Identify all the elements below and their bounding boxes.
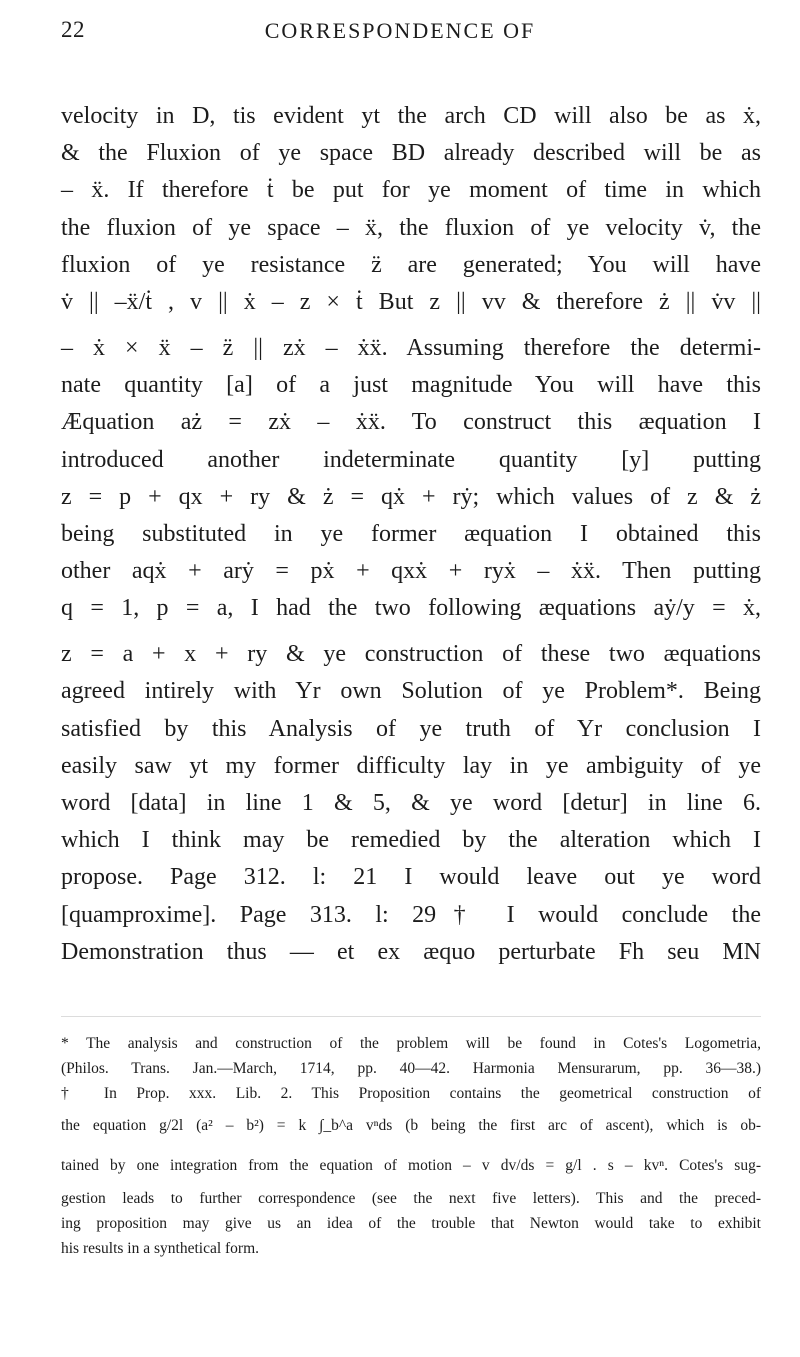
- body-line: being substituted in ye former æquation I obtained this: [61, 520, 761, 547]
- body-line-equation: v̇ || –ẍ/ṫ , v || ẋ – z × ṫ But z || vv & therefore ż || v̇v ||: [61, 288, 761, 315]
- body-line: nate quantity [a] of a just magnitude You will have this: [61, 372, 761, 399]
- body-line: – ẍ. If therefore ṫ be put for ye moment of time in which: [61, 177, 761, 204]
- body-line: velocity in D, tis evident yt the arch CD will also be as ẋ,: [61, 103, 761, 129]
- footnotes: [61, 1031, 761, 1261]
- body-line: z = a + x + ry & ye construction of these two æquations: [61, 641, 761, 668]
- body-line-equation: q = 1, p = a, I had the two following æquations aẏ/y = ẋ,: [61, 595, 761, 622]
- page-number: 22: [61, 17, 85, 42]
- body-line: [quamproxime]. Page 313. l: 29† I would conclude the: [61, 901, 761, 928]
- body-line: easily saw yt my former difficulty lay in ye ambiguity of ye: [61, 752, 761, 779]
- footnote-line: * The analysis and construction of the problem will be found in Cotes's Logometria,: [61, 1035, 761, 1052]
- body-line: introduced another indeterminate quantity [y] putting: [61, 446, 761, 473]
- footnote-line-equation: the equation g/2l (a² – b²) = k ∫_b^a vⁿds (b being the first arc of ascent), which is ob-: [61, 1117, 761, 1134]
- body-line: z = p + qx + ry & ż = qẋ + rẏ; which values of z & ż: [61, 483, 761, 510]
- footnote-line: (Philos. Trans. Jan.—March, 1714, pp. 40—42. Harmonia Mensurarum, pp. 36—38.): [61, 1060, 761, 1077]
- body-line: – ẋ × ẍ – z̈ || zẋ – ẋẍ. Assuming therefore the determi-: [61, 334, 761, 361]
- footnote-line: his results in a synthetical form.: [61, 1240, 260, 1257]
- footnote-line: † In Prop. xxx. Lib. 2. This Proposition contains the geometrical construction of: [61, 1085, 761, 1102]
- body-line: fluxion of ye resistance z̈ are generated; You will have: [61, 251, 761, 278]
- body-line: satisfied by this Analysis of ye truth of Yr conclusion I: [61, 715, 761, 742]
- body-line: Demonstration thus — et ex æquo perturbate Fh seu MN: [61, 938, 761, 965]
- body-line: agreed intirely with Yr own Solution of ye Problem*. Being: [61, 678, 761, 705]
- body-line: the fluxion of ye space – ẍ, the fluxion of ye velocity v̇, the: [61, 214, 761, 241]
- body-line: Æquation aż = zẋ – ẋẍ. To construct this æquation I: [61, 409, 761, 436]
- body-line: word [data] in line 1 & 5, & ye word [detur] in line 6.: [61, 790, 761, 816]
- footnote-rule: [61, 1016, 761, 1017]
- running-head: CORRESPONDENCE OF: [264, 18, 536, 43]
- body-text: [61, 98, 761, 971]
- body-line: other aqẋ + arẏ = pẋ + qxẋ + ryẋ – ẋẍ. Then putting: [61, 558, 761, 585]
- body-line: propose. Page 312. l: 21 I would leave out ye word: [61, 864, 761, 891]
- body-line: which I think may be remedied by the alteration which I: [61, 827, 761, 854]
- footnote-line: gestion leads to further correspondence (see the next five letters). This and the preced-: [61, 1190, 761, 1207]
- footnote-line-equation: tained by one integration from the equation of motion – v dv/ds = g/l . s – kvⁿ. Cotes's sug-: [61, 1157, 761, 1174]
- footnote-line: ing proposition may give us an idea of the trouble that Newton would take to exhibit: [61, 1215, 761, 1232]
- body-line: & the Fluxion of ye space BD already described will be as: [61, 140, 761, 167]
